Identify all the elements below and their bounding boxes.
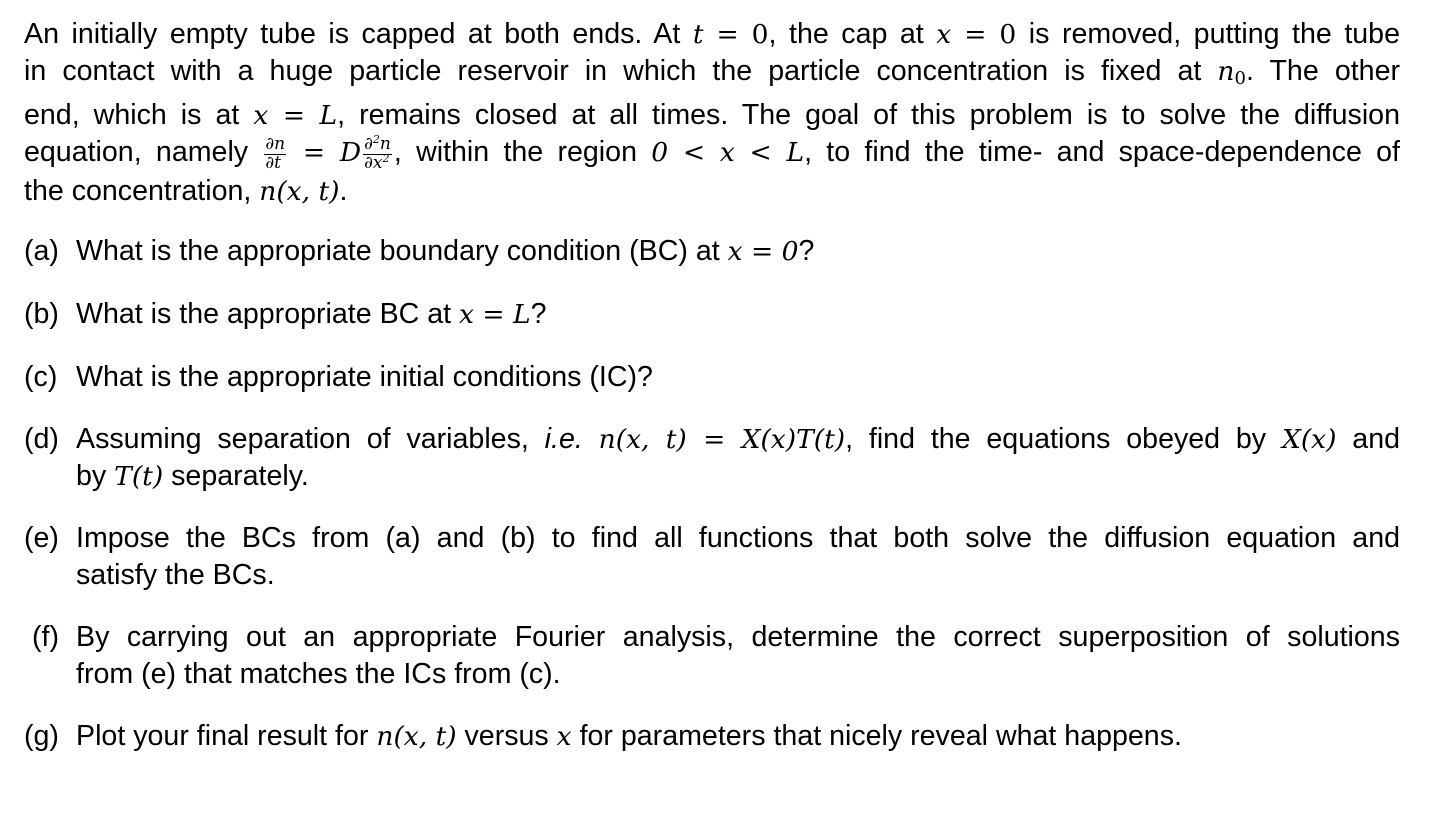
question-text: What is the appropriate initial conditions (IC)?	[76, 361, 653, 393]
math-region: 0 < x < L	[651, 136, 805, 168]
question-label: (b)	[24, 298, 59, 330]
intro-text: equation, namely	[24, 135, 263, 168]
intro-line-1	[24, 16, 1400, 53]
math-n: n	[379, 134, 391, 155]
question-label: (g)	[24, 720, 59, 752]
math-D: D	[339, 136, 362, 168]
question-text: What is the appropriate boundary condition (BC) at	[76, 235, 728, 267]
question-text: What is the appropriate BC at	[76, 298, 460, 330]
question-f	[24, 619, 1400, 693]
intro-text: end, which is at	[24, 98, 254, 131]
fraction-dn-dt	[264, 136, 286, 173]
math-n: n	[1217, 56, 1235, 87]
intro-line-2	[24, 53, 1400, 97]
question-text: by	[76, 460, 115, 492]
math-eq: = 0	[703, 19, 769, 50]
partial-symbol: ∂	[364, 134, 373, 155]
question-b	[24, 296, 1400, 333]
question-label: (e)	[24, 522, 59, 554]
math-expression: x = L	[459, 299, 531, 330]
question-g	[24, 718, 1400, 755]
math-n-xt: n(x, t)	[259, 175, 340, 207]
intro-text: , to find the time- and space-dependence of	[804, 135, 1400, 168]
math-eq: =	[268, 99, 320, 131]
intro-line-3	[24, 97, 1400, 134]
question-e	[24, 520, 1400, 594]
question-label: (a)	[24, 235, 59, 267]
question-text: separately.	[163, 460, 309, 492]
intro-text: the concentration,	[24, 174, 260, 207]
superscript: 2	[372, 133, 380, 147]
question-line-2: satisfy the BCs.	[76, 559, 275, 591]
math-expression: n(x, t)	[376, 721, 457, 752]
math-subscript: 0	[1234, 67, 1246, 89]
question-a	[24, 233, 1400, 270]
space	[583, 423, 599, 455]
math-x: x	[253, 99, 269, 131]
math-expression: x	[556, 721, 572, 752]
intro-text: is removed, putting the tube	[1016, 18, 1400, 50]
question-text: Plot your final result for	[76, 720, 377, 752]
question-text: versus	[456, 720, 557, 752]
question-label: (c)	[24, 361, 58, 393]
math-x: x	[936, 19, 952, 50]
intro-line-5	[24, 173, 1400, 210]
question-line-1: Impose the BCs from (a) and (b) to find all functions that both solve the diffusion equation and	[76, 522, 1400, 554]
math-expression: X(x)	[1281, 424, 1337, 455]
question-line-1: By carrying out an appropriate Fourier analysis, determine the correct superposition of solutions	[76, 621, 1400, 653]
question-line-2: from (e) that matches the ICs from (c).	[76, 658, 561, 690]
math-t: t	[692, 19, 704, 50]
intro-text: , within the region	[393, 135, 652, 168]
question-text: and	[1336, 423, 1401, 455]
superscript: 2	[382, 152, 390, 166]
question-body	[76, 359, 1400, 396]
question-line-1	[76, 421, 1400, 458]
question-text: , find the equations obeyed by	[845, 423, 1282, 455]
intro-text: .	[339, 174, 348, 207]
question-label: (f)	[32, 621, 59, 653]
intro-line-4	[24, 134, 1400, 173]
fraction-d2n-dx2	[363, 133, 392, 174]
question-text: ?	[530, 298, 547, 330]
question-line-2	[76, 458, 1400, 495]
question-c	[24, 359, 1400, 396]
question-text: for parameters that nicely reveal what happens.	[571, 720, 1182, 752]
question-body	[76, 520, 1400, 594]
question-label: (d)	[24, 423, 59, 455]
math-expression: n(x, t) = X(x)T(t)	[598, 424, 846, 455]
partial-x: ∂x	[364, 153, 383, 174]
fraction-denominator: ∂t	[265, 153, 282, 174]
question-body	[76, 421, 1400, 495]
question-text-italic: i.e.	[544, 423, 583, 455]
fraction-numerator: ∂n	[265, 134, 286, 155]
question-body	[76, 718, 1400, 755]
intro-paragraph	[24, 16, 1400, 210]
intro-text: in contact with a huge particle reservoir in which the particle concentration is fixed at	[24, 55, 1218, 87]
question-text: Assuming separation of variables,	[76, 423, 545, 455]
question-text: ?	[798, 235, 815, 267]
intro-text: , the cap at	[768, 18, 937, 50]
question-body	[76, 619, 1400, 693]
question-d	[24, 421, 1400, 495]
math-L: L	[319, 99, 338, 131]
math-eq: =	[288, 136, 340, 168]
math-expression: x = 0	[727, 236, 799, 267]
math-expression: T(t)	[114, 461, 164, 492]
fraction-denominator	[363, 152, 392, 174]
question-body	[76, 296, 1400, 333]
intro-text: An initially empty tube is capped at both ends. At	[24, 18, 693, 50]
math-eq: = 0	[951, 19, 1017, 50]
intro-text: , remains closed at all times. The goal of this problem is to solve the diffusion	[337, 98, 1400, 131]
question-body	[76, 233, 1400, 270]
intro-text: . The other	[1245, 55, 1401, 87]
